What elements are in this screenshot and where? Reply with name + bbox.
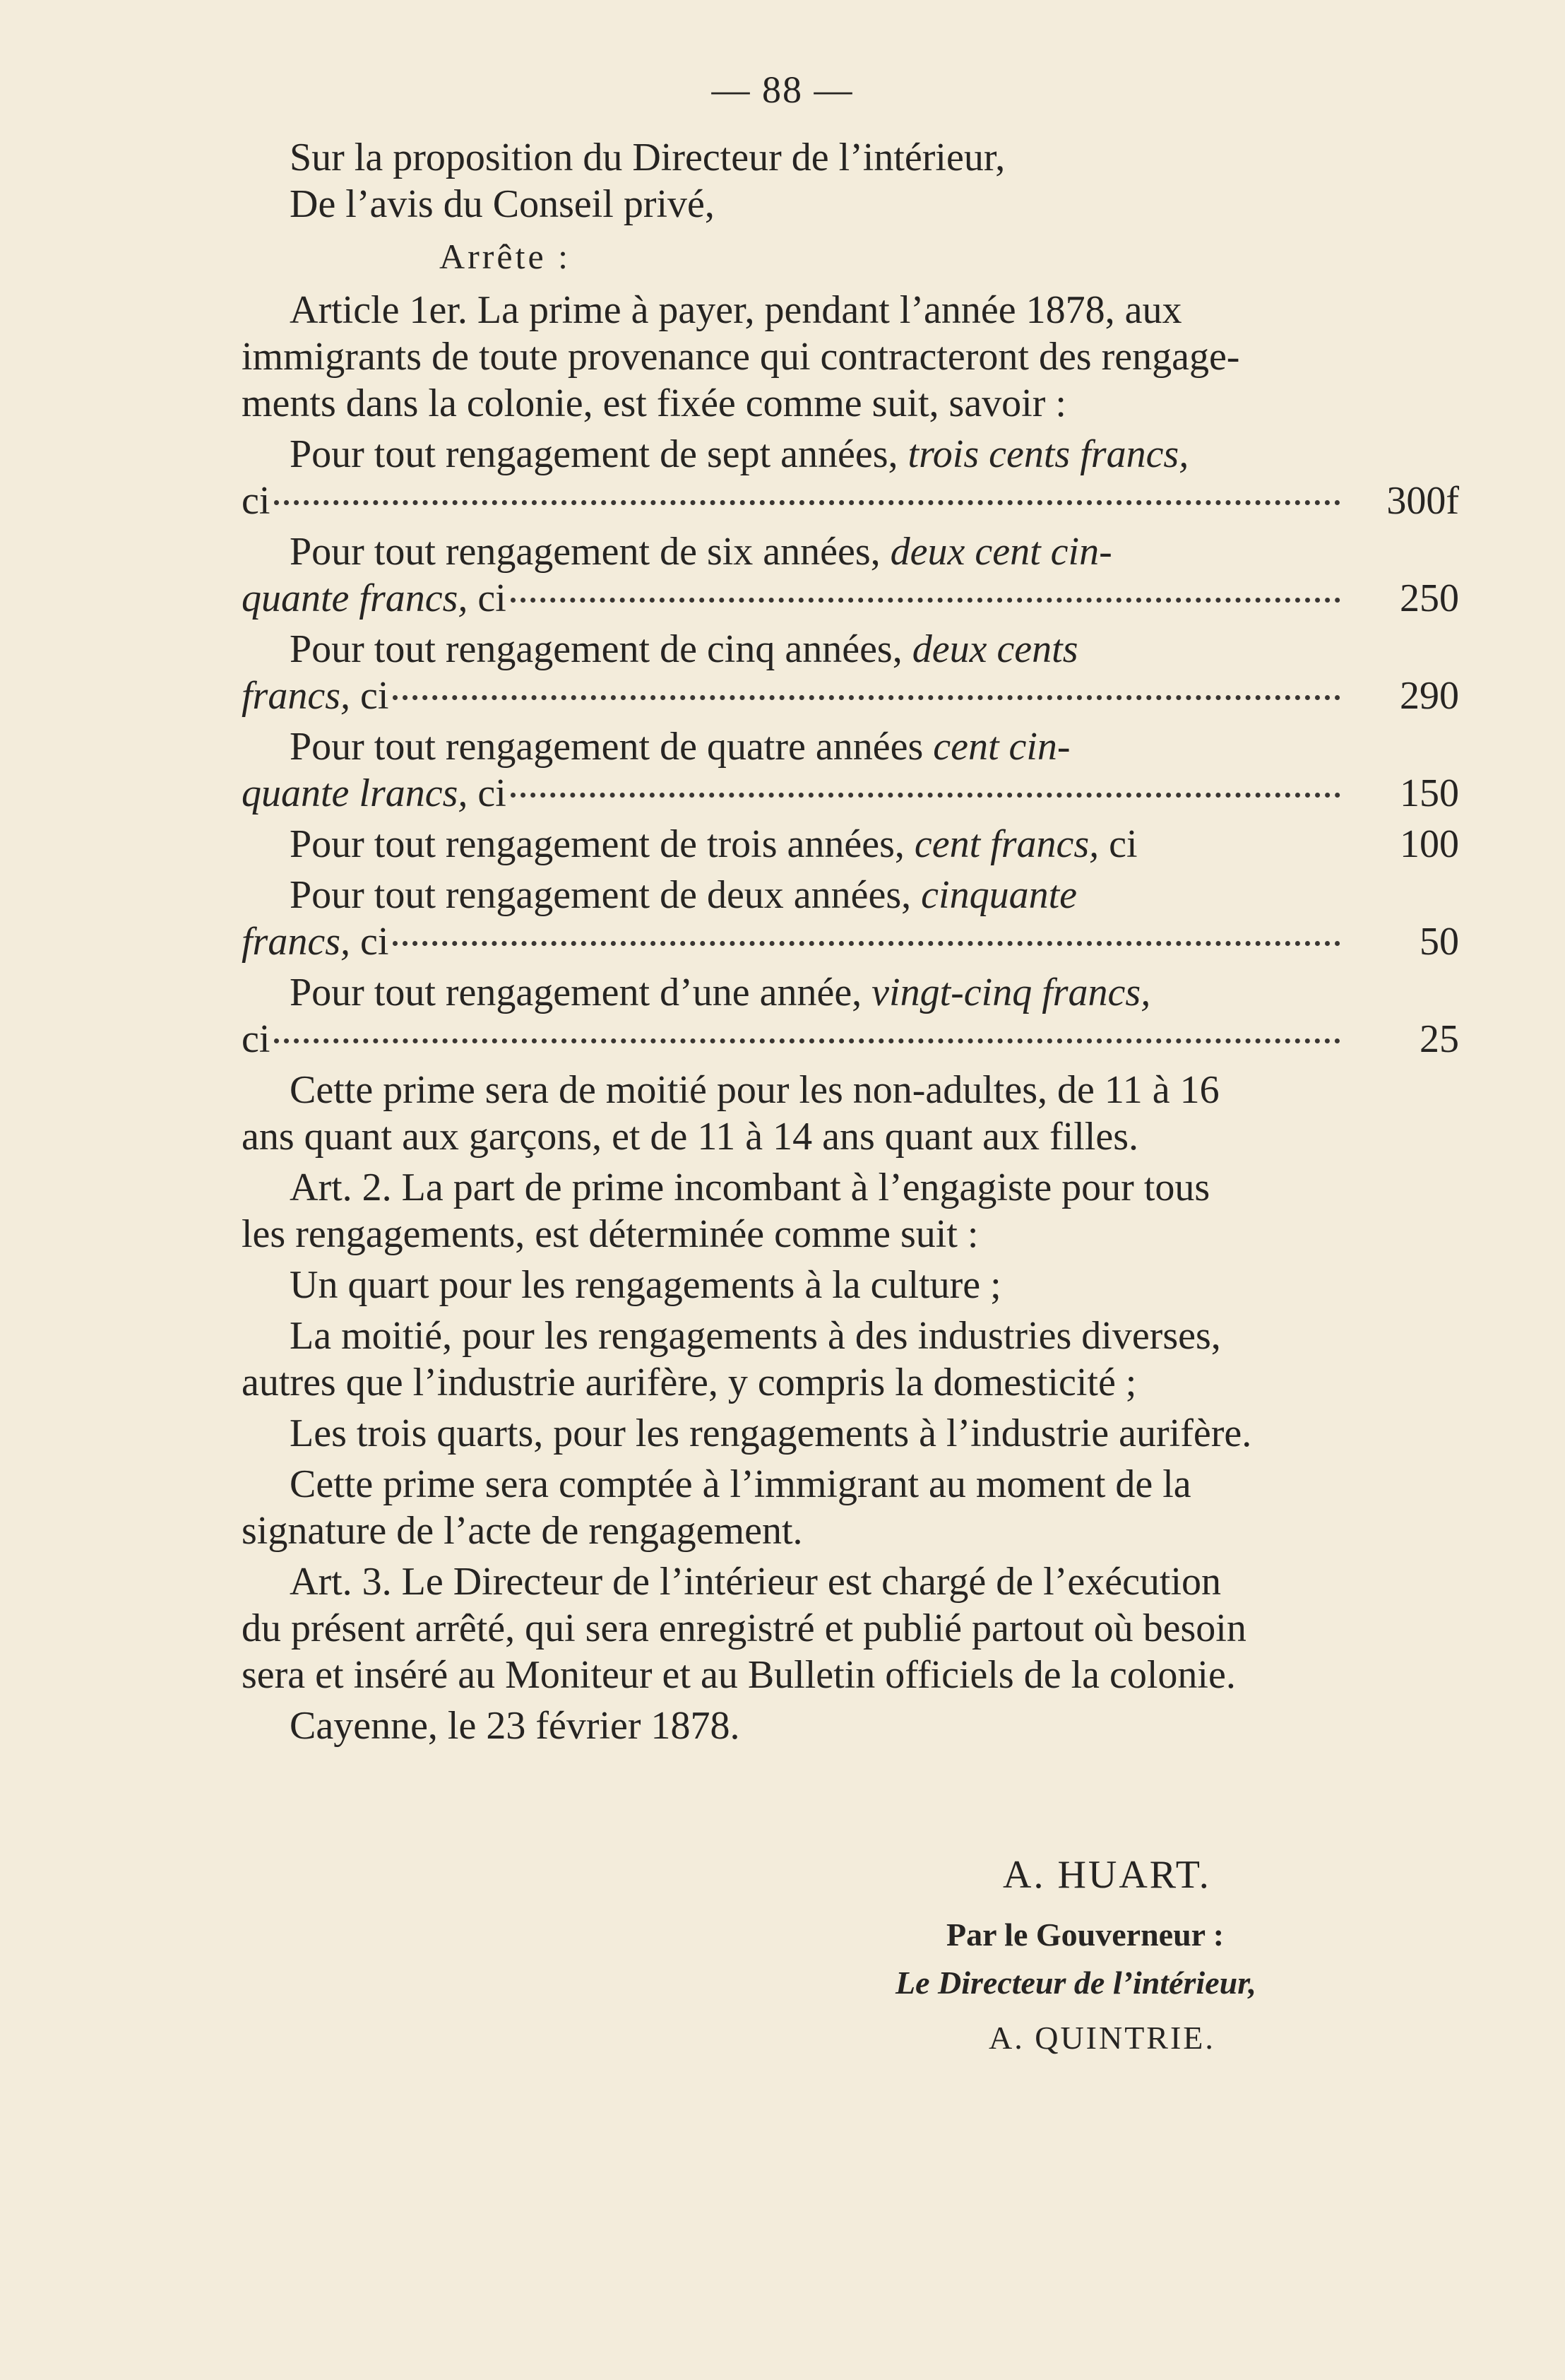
preamble-line: De l’avis du Conseil privé,: [290, 182, 715, 226]
premium-amount-line: [242, 918, 1459, 965]
premium-amount-line: [242, 1016, 1459, 1062]
dot-leader: [393, 941, 1340, 946]
premium-tail: ci: [477, 771, 506, 815]
premium-words: francs,: [242, 920, 350, 964]
premium-prefix: Pour tout rengagement de sept années,: [290, 432, 898, 476]
premium-item: [242, 626, 1459, 673]
premium-words: vingt-cinq francs,: [871, 971, 1151, 1014]
premium-item: [242, 872, 1459, 918]
article2-line: Cette prime sera comptée à l’immigrant au moment de la: [290, 1462, 1191, 1506]
premium-item: [242, 969, 1459, 1016]
premium-tail: ci: [242, 479, 270, 523]
signature-by-governor: Par le Gouverneur :: [946, 1917, 1225, 1953]
article1-line: ments dans la colonie, est fixée comme suit, savoir :: [242, 381, 1066, 425]
premium-prefix: Pour tout rengagement de quatre années: [290, 725, 924, 769]
signature-director-title: Le Directeur de l’intérieur,: [895, 1965, 1257, 2001]
premium-prefix: Pour tout rengagement de deux années,: [290, 873, 912, 917]
article2-line: Un quart pour les rengagements à la culture ;: [290, 1263, 1001, 1307]
article1-line: immigrants de toute provenance qui contracteront des rengage-: [242, 335, 1240, 379]
article3-line: Art. 3. Le Directeur de l’intérieur est chargé de l’exécution: [290, 1560, 1222, 1604]
premium-prefix: Pour tout rengagement d’une année,: [290, 971, 862, 1014]
premium-words: quante lrancs,: [242, 771, 468, 815]
article3-line: du présent arrêté, qui sera enregistré et publié partout où besoin: [242, 1606, 1246, 1650]
premium-tail: ci: [477, 576, 506, 620]
article1-after-line: Cette prime sera de moitié pour les non-adultes, de 11 à 16: [290, 1068, 1220, 1112]
premium-words: deux cents: [912, 627, 1078, 671]
premium-item: [242, 723, 1459, 770]
premium-amount-line: [242, 673, 1459, 719]
premium-tail: ci: [1109, 822, 1138, 866]
premium-words: francs,: [242, 674, 350, 718]
dot-leader: [393, 695, 1340, 700]
premium-amount: 100: [1400, 822, 1459, 866]
premium-words: trois cents francs,: [908, 432, 1189, 476]
heading-arrete: Arrête :: [439, 237, 571, 276]
premium-words: deux cent cin-: [890, 530, 1112, 574]
premium-amount: 25: [1420, 1017, 1459, 1061]
premium-tail: ci: [360, 674, 389, 718]
premium-words: cinquante: [921, 873, 1077, 917]
dot-leader: [274, 500, 1340, 505]
premium-tail: ci: [242, 1017, 270, 1061]
signature-governor: A. HUART.: [1003, 1853, 1211, 1897]
premium-amount: 300f: [1386, 479, 1459, 523]
premium-amount-line: [242, 478, 1459, 524]
article2-line: autres que l’industrie aurifère, y compris la domesticité ;: [242, 1361, 1137, 1404]
article2-line: les rengagements, est déterminée comme suit :: [242, 1212, 979, 1256]
article1-after-line: ans quant aux garçons, et de 11 à 14 ans quant aux filles.: [242, 1115, 1139, 1159]
premium-amount: 50: [1420, 920, 1459, 964]
premium-amount: 290: [1400, 674, 1459, 718]
page-number: — 88 —: [711, 69, 854, 111]
premium-words: cent francs,: [914, 822, 1100, 866]
article2-line: Les trois quarts, pour les rengagements à l’industrie aurifère.: [290, 1411, 1252, 1455]
dot-leader: [511, 793, 1340, 798]
decree-body: [242, 134, 1459, 1749]
premium-amount-line: [242, 770, 1459, 817]
premium-amount: 150: [1400, 771, 1459, 815]
premium-item: [242, 431, 1459, 478]
article3-line: sera et inséré au Moniteur et au Bulletin officiels de la colonie.: [242, 1653, 1236, 1697]
premium-amount-line: [242, 575, 1459, 622]
article2-line: Art. 2. La part de prime incombant à l’engagiste pour tous: [290, 1166, 1210, 1209]
premium-prefix: Pour tout rengagement de cinq années,: [290, 627, 903, 671]
preamble-line: Sur la proposition du Directeur de l’intérieur,: [290, 136, 1006, 179]
premium-tail: ci: [360, 920, 389, 964]
premium-prefix: Pour tout rengagement de trois années,: [290, 822, 905, 866]
dateline: Cayenne, le 23 février 1878.: [290, 1704, 740, 1748]
premium-item: [242, 528, 1459, 575]
article2-line: signature de l’acte de rengagement.: [242, 1509, 803, 1553]
article1-line: Article 1er. La prime à payer, pendant l’année 1878, aux: [290, 288, 1182, 332]
signature-director: A. QUINTRIE.: [989, 2020, 1215, 2056]
dot-leader: [511, 598, 1340, 603]
dot-leader: [274, 1038, 1340, 1043]
premium-prefix: Pour tout rengagement de six années,: [290, 530, 881, 574]
premium-item: [242, 821, 1459, 868]
premium-amount: 250: [1400, 576, 1459, 620]
article2-line: La moitié, pour les rengagements à des industries diverses,: [290, 1314, 1221, 1358]
premium-words: quante francs,: [242, 576, 468, 620]
premium-words: cent cin-: [933, 725, 1071, 769]
